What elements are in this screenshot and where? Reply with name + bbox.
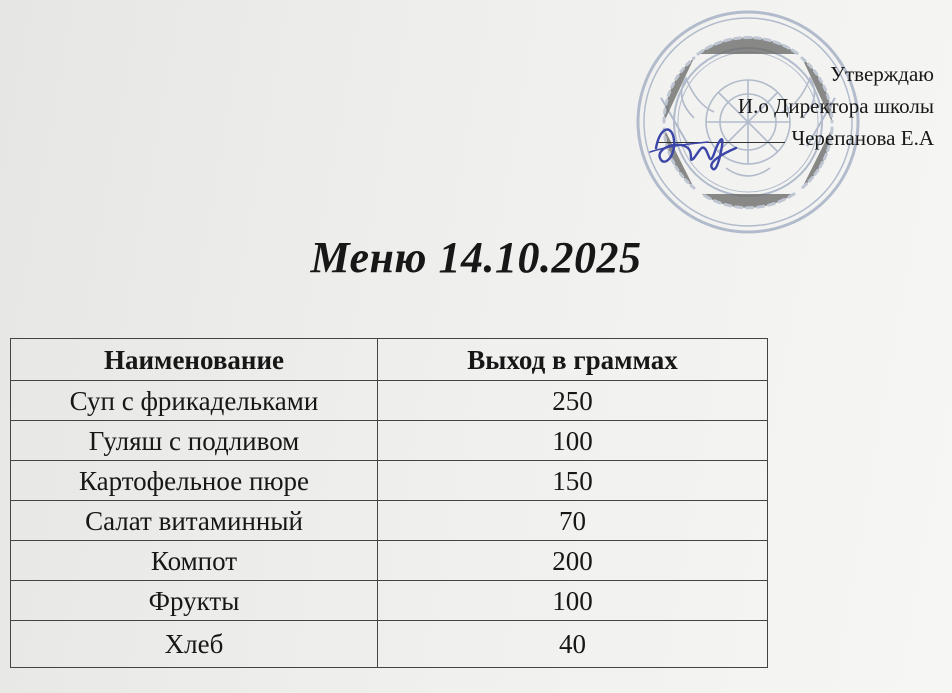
- dish-weight: 40: [378, 621, 768, 668]
- dish-weight: 100: [378, 421, 768, 461]
- table-row: [11, 581, 768, 621]
- table-header-row: [11, 339, 768, 381]
- dish-name: Компот: [11, 541, 378, 581]
- dish-name: Суп с фрикадельками: [11, 381, 378, 421]
- table-row: [11, 621, 768, 668]
- dish-weight: 150: [378, 461, 768, 501]
- dish-name: Гуляш с подливом: [11, 421, 378, 461]
- dish-name: Картофельное пюре: [11, 461, 378, 501]
- column-header-weight: Выход в граммах: [378, 339, 768, 381]
- dish-name: Фрукты: [11, 581, 378, 621]
- table-row: [11, 381, 768, 421]
- dish-weight: 70: [378, 501, 768, 541]
- menu-table: [10, 338, 768, 668]
- dish-weight: 100: [378, 581, 768, 621]
- table-row: [11, 421, 768, 461]
- table-row: [11, 461, 768, 501]
- menu-title: Меню 14.10.2025: [310, 233, 642, 282]
- table-row: [11, 501, 768, 541]
- approver-name: Черепанова Е.А: [791, 126, 934, 150]
- table-row: [11, 541, 768, 581]
- approval-heading: Утверждаю: [830, 62, 934, 86]
- handwritten-signature: [648, 118, 740, 176]
- approver-position: И.о Директора школы: [737, 94, 934, 118]
- dish-weight: 200: [378, 541, 768, 581]
- column-header-name: Наименование: [11, 339, 378, 381]
- dish-name: Салат витаминный: [11, 501, 378, 541]
- dish-weight: 250: [378, 381, 768, 421]
- dish-name: Хлеб: [11, 621, 378, 668]
